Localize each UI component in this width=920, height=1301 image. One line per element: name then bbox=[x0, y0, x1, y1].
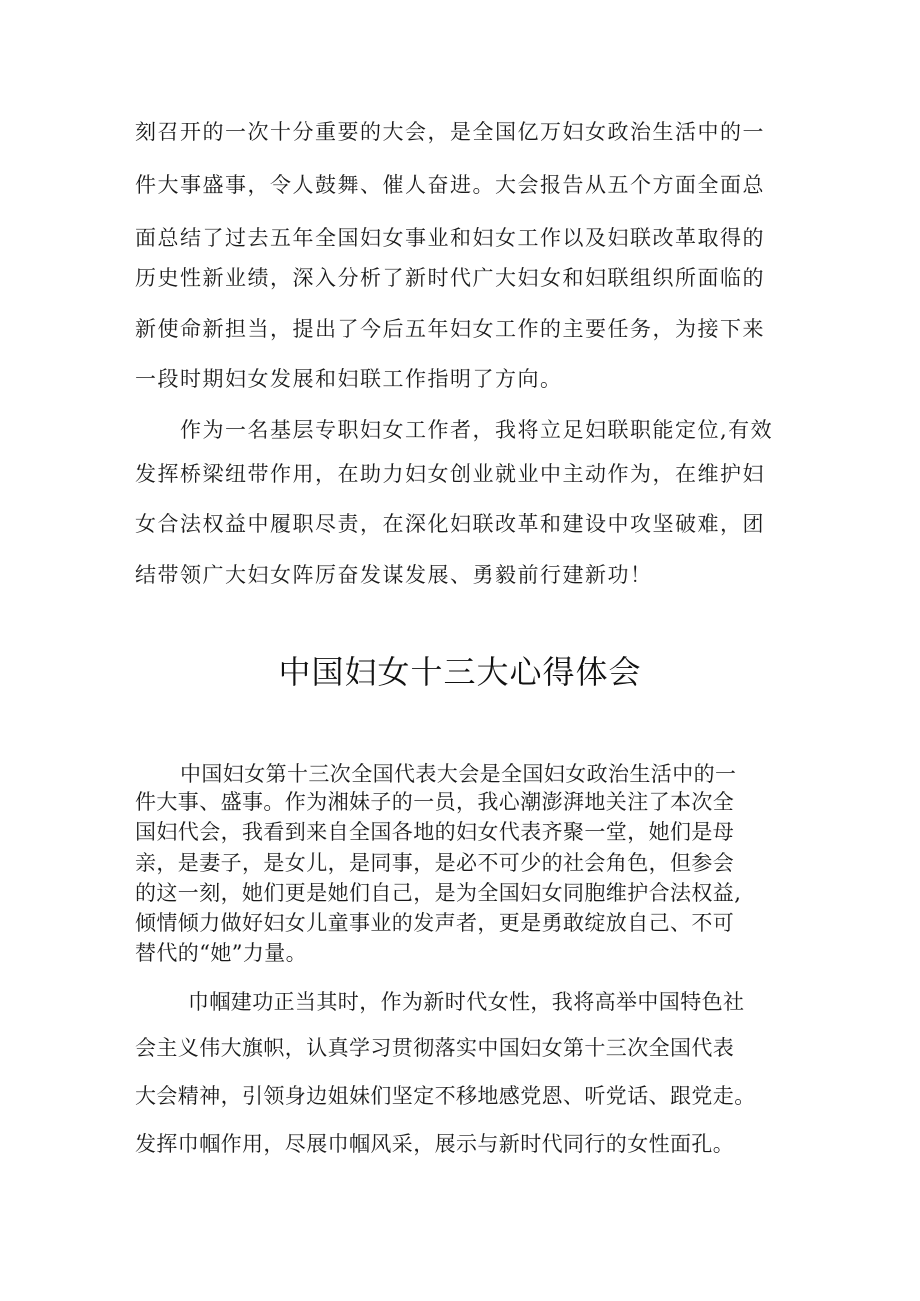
paragraph-line: 巾帼建功正当其时，作为新时代女性，我将高举中国特色社 bbox=[188, 990, 745, 1014]
paragraph-line: 亲，是妻子，是女儿，是同事，是必不可少的社会角色，但参会 bbox=[135, 851, 735, 875]
page-title: 中国妇女十三大心得体会 bbox=[278, 653, 642, 691]
paragraph-line: 发挥巾帼作用，尽展巾帼风采，展示与新时代同行的女性面孔。 bbox=[135, 1132, 735, 1156]
paragraph-line: 替代的“她”力量。 bbox=[135, 941, 308, 965]
paragraph-line: 国妇代会，我看到来自全国各地的妇女代表齐聚一堂，她们是母 bbox=[135, 820, 735, 844]
paragraph-line: 一段时期妇女发展和妇联工作指明了方向。 bbox=[135, 367, 563, 391]
paragraph-line: 大会精神，引领身边姐妹们坚定不移地感党恩、听党话、跟党走。 bbox=[135, 1084, 756, 1108]
paragraph-line: 刻召开的一次十分重要的大会，是全国亿万妇女政治生活中的一 bbox=[135, 120, 765, 144]
paragraph-line: 结带领广大妇女阵厉奋发谋发展、勇毅前行建新功！ bbox=[135, 563, 653, 587]
paragraph-line: 的这一刻，她们更是她们自己，是为全国妇女同胞维护合法权益, bbox=[135, 881, 742, 905]
paragraph-line: 件大事、盛事。作为湘妹子的一员，我心潮澎湃地关注了本次全 bbox=[135, 790, 735, 814]
paragraph-line: 女合法权益中履职尽责，在深化妇联改革和建设中攻坚破难，团 bbox=[135, 512, 765, 536]
paragraph-line: 作为一名基层专职妇女工作者，我将立足妇联职能定位,有效 bbox=[180, 418, 774, 442]
paragraph-line: 会主义伟大旗帜，认真学习贯彻落实中国妇女第十三次全国代表 bbox=[135, 1036, 735, 1060]
paragraph-line: 中国妇女第十三次全国代表大会是全国妇女政治生活中的一 bbox=[180, 762, 737, 786]
paragraph-line: 件大事盛事，令人鼓舞、催人奋进。大会报告从五个方面全面总 bbox=[135, 173, 765, 197]
paragraph-line: 发挥桥梁纽带作用，在助力妇女创业就业中主动作为，在维护妇 bbox=[135, 462, 765, 486]
paragraph-line: 历史性新业绩，深入分析了新时代广大妇女和妇联组织所面临的 bbox=[135, 266, 765, 290]
paragraph-line: 面总结了过去五年全国妇女事业和妇女工作以及妇联改革取得的 bbox=[135, 226, 765, 250]
paragraph-line: 新使命新担当，提出了今后五年妇女工作的主要任务，为接下来 bbox=[135, 317, 765, 341]
paragraph-line: 倾情倾力做好妇女儿童事业的发声者，更是勇敢绽放自己、不可 bbox=[135, 911, 735, 935]
